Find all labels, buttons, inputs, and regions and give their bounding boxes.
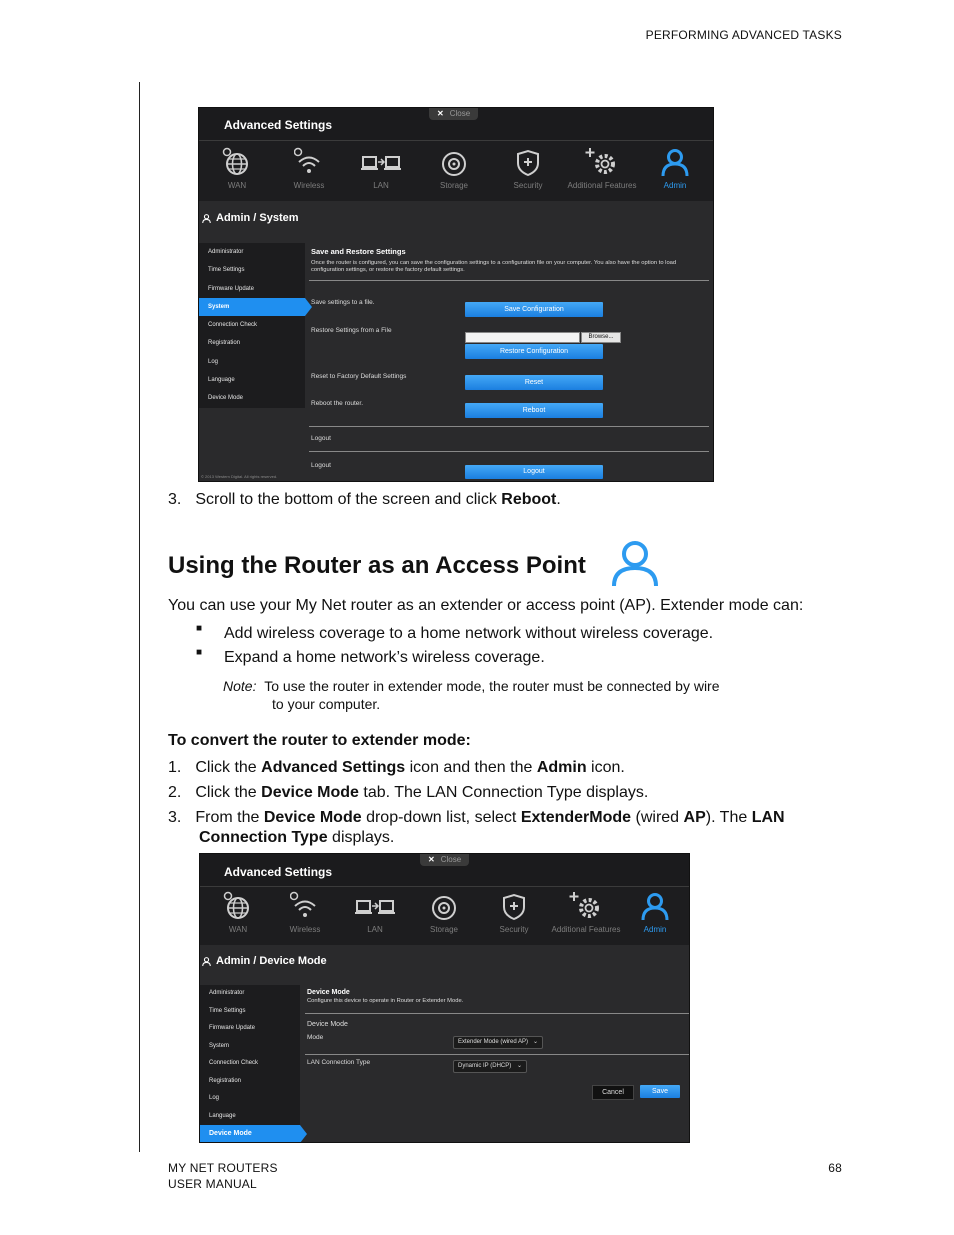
mode-label: Mode xyxy=(307,1034,324,1041)
breadcrumb: Admin / System xyxy=(216,212,299,224)
section-title: Device Mode xyxy=(307,989,350,996)
bullet-marker: ■ xyxy=(196,623,203,634)
screenshot-admin-system xyxy=(198,107,714,482)
reboot-button[interactable]: Reboot xyxy=(465,403,603,418)
wifi-icon xyxy=(294,147,324,177)
user-icon xyxy=(640,891,670,921)
screenshot-admin-device-mode xyxy=(199,853,690,1143)
footer-manual: USER MANUAL xyxy=(168,1177,257,1191)
sidebar-item-device-mode[interactable]: Device Mode xyxy=(208,395,244,402)
sidebar-item-connection-check[interactable]: Connection Check xyxy=(208,322,258,329)
sidebar-item-registration[interactable]: Registration xyxy=(209,1077,242,1084)
sidebar-item-log[interactable]: Log xyxy=(209,1095,220,1101)
logout-button[interactable]: Logout xyxy=(465,465,603,479)
breadcrumb: Admin / Device Mode xyxy=(216,955,327,967)
admin-tab[interactable]: Admin xyxy=(635,891,675,934)
step-3-continuation: Connection Type displays. xyxy=(199,829,395,846)
lan-icon xyxy=(361,147,401,177)
security-tab[interactable]: Security xyxy=(508,147,548,190)
section-description: Configure this device to operate in Router or Extender Mode. xyxy=(307,998,464,1004)
section-heading: Using the Router as an Access Point xyxy=(168,552,586,579)
lan-icon xyxy=(355,891,395,921)
intro-paragraph: You can use your My Net router as an extender or access point (AP). Extender mode can: xyxy=(168,597,804,614)
disk-icon xyxy=(429,891,459,921)
sidebar-item-firmware-update[interactable]: Firmware Update xyxy=(209,1025,256,1031)
running-header: PERFORMING ADVANCED TASKS xyxy=(645,28,842,42)
window-title: Advanced Settings xyxy=(224,865,333,879)
sidebar-item-administrator[interactable]: Administrator xyxy=(208,249,244,255)
content-pane xyxy=(311,247,706,274)
sidebar-item-administrator[interactable]: Administrator xyxy=(209,990,245,996)
user-icon xyxy=(202,957,211,966)
sidebar-item-connection-check[interactable]: Connection Check xyxy=(209,1060,259,1066)
step-3-reboot: 3. Scroll to the bottom of the screen and click Reboot. xyxy=(168,491,561,508)
sidebar-item-firmware-update[interactable]: Firmware Update xyxy=(208,285,255,292)
reset-label: Reset to Factory Default Settings xyxy=(311,373,407,380)
sidebar-item-device-mode[interactable]: Device Mode xyxy=(200,1125,300,1143)
note-continuation: to your computer. xyxy=(272,696,381,712)
close-icon: ✕ xyxy=(437,109,444,118)
lan-connection-type-label: LAN Connection Type xyxy=(307,1059,371,1066)
divider xyxy=(305,1054,689,1055)
margin-rule xyxy=(139,82,140,1152)
gear-plus-icon xyxy=(568,891,604,921)
globe-icon xyxy=(222,147,252,177)
divider xyxy=(309,426,709,427)
save-label: Save settings to a file. xyxy=(311,299,375,306)
chevron-down-icon: ⌄ xyxy=(516,1063,522,1069)
additional-features-tab[interactable]: Additional Features xyxy=(546,891,626,934)
copyright: © 2013 Western Digital. All rights reserved. xyxy=(201,474,278,479)
step-2: 2. Click the Device Mode tab. The LAN Connection Type displays. xyxy=(168,784,649,801)
subsection-title: Device Mode xyxy=(307,1021,348,1028)
window-title: Advanced Settings xyxy=(224,118,333,132)
title-bar xyxy=(199,108,713,141)
cancel-button[interactable]: Cancel xyxy=(592,1085,634,1100)
close-button[interactable]: ✕ Close xyxy=(420,854,469,866)
sidebar-item-time-settings[interactable]: Time Settings xyxy=(208,267,245,274)
additional-features-tab[interactable]: Additional Features xyxy=(562,147,642,190)
logout-label: Logout xyxy=(311,462,331,469)
sidebar-item-registration[interactable]: Registration xyxy=(208,340,241,347)
bullet-marker: ■ xyxy=(196,647,203,658)
restore-configuration-button[interactable]: Restore Configuration xyxy=(465,344,603,359)
title-bar xyxy=(200,854,689,887)
save-configuration-button[interactable]: Save Configuration xyxy=(465,302,603,317)
section-description: Once the router is configured, you can save the configuration settings to a configuration file on your computer. You also have the option to load configuration settings, or restore the factory default settings. xyxy=(311,260,677,273)
shield-icon xyxy=(499,891,529,921)
restore-file-input[interactable] xyxy=(465,332,580,343)
device-mode-select[interactable]: Extender Mode (wired AP) ⌄ xyxy=(453,1036,543,1049)
divider xyxy=(309,280,709,281)
lan-connection-type-select[interactable]: Dynamic IP (DHCP) ⌄ xyxy=(453,1060,527,1073)
wan-tab[interactable]: WAN xyxy=(218,891,258,934)
lan-tab[interactable]: LAN xyxy=(349,147,413,190)
chevron-down-icon: ⌄ xyxy=(532,1039,538,1045)
close-icon: ✕ xyxy=(428,855,435,864)
divider xyxy=(309,451,709,452)
globe-icon xyxy=(223,891,253,921)
gear-plus-icon xyxy=(584,147,620,177)
admin-user-icon xyxy=(609,538,661,588)
admin-tab[interactable]: Admin xyxy=(655,147,695,190)
sidebar-item-system[interactable]: System xyxy=(209,1042,230,1049)
wireless-tab[interactable]: Wireless xyxy=(289,147,329,190)
storage-tab[interactable]: Storage xyxy=(424,891,464,934)
sidebar-item-language[interactable]: Language xyxy=(209,1112,236,1119)
save-button[interactable]: Save xyxy=(640,1085,680,1098)
procedure-heading: To convert the router to extender mode: xyxy=(168,732,471,749)
section-title: Save and Restore Settings xyxy=(311,247,406,256)
settings-icon-row xyxy=(200,887,689,945)
note: Note: To use the router in extender mode, the router must be connected by wire xyxy=(223,678,720,694)
restore-label: Restore Settings from a File xyxy=(311,327,392,334)
wan-tab[interactable]: WAN xyxy=(217,147,257,190)
sidebar xyxy=(200,985,300,1142)
wireless-tab[interactable]: Wireless xyxy=(285,891,325,934)
reset-button[interactable]: Reset xyxy=(465,375,603,390)
disk-icon xyxy=(439,147,469,177)
shield-icon xyxy=(513,147,543,177)
lan-tab[interactable]: LAN xyxy=(343,891,407,934)
step-1: 1. Click the Advanced Settings icon and then the Admin icon. xyxy=(168,759,625,776)
reboot-label: Reboot the router. xyxy=(311,400,364,407)
browse-button[interactable]: Browse... xyxy=(581,332,621,343)
close-button[interactable]: ✕ Close xyxy=(429,108,478,120)
page-number: 68 xyxy=(828,1161,842,1175)
sidebar-item-system[interactable]: System xyxy=(199,298,305,316)
wifi-icon xyxy=(290,891,320,921)
footer-product: MY NET ROUTERS xyxy=(168,1161,278,1175)
settings-icon-row xyxy=(199,141,713,201)
sidebar xyxy=(199,243,305,408)
sidebar-item-log[interactable]: Log xyxy=(208,358,219,365)
divider xyxy=(305,1013,689,1014)
content-pane xyxy=(307,989,682,1004)
sidebar-item-language[interactable]: Language xyxy=(208,377,235,384)
sidebar-item-time-settings[interactable]: Time Settings xyxy=(209,1007,246,1014)
security-tab[interactable]: Security xyxy=(494,891,534,934)
user-icon xyxy=(660,147,690,177)
user-icon xyxy=(202,214,211,223)
logout-title: Logout xyxy=(311,435,331,442)
step-3: 3. From the Device Mode drop-down list, select ExtenderMode (wired AP). The LAN xyxy=(168,809,785,826)
storage-tab[interactable]: Storage xyxy=(434,147,474,190)
